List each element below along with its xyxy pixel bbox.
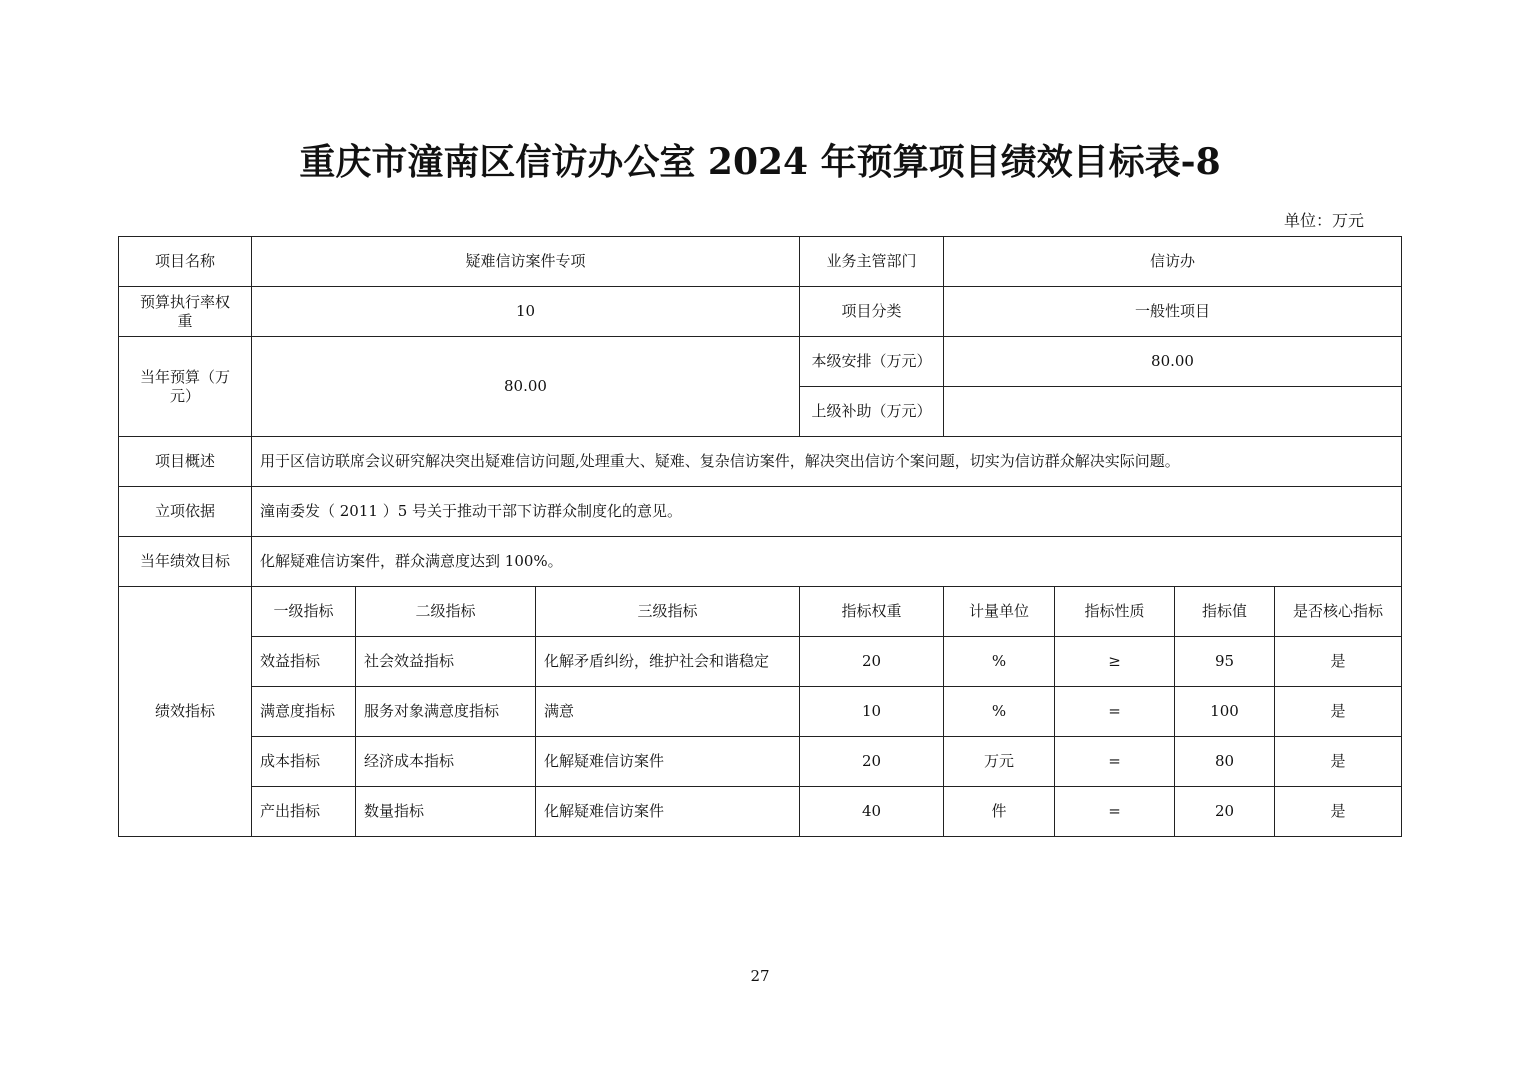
row-weight — [119, 287, 1402, 337]
label-goal: 当年绩效目标 — [119, 537, 252, 587]
header-cell: 是否核心指标 — [1275, 587, 1402, 637]
label-basis: 立项依据 — [119, 487, 252, 537]
indicator-level2: 经济成本指标 — [356, 737, 536, 787]
indicator-core: 是 — [1275, 787, 1402, 837]
header-cell: 三级指标 — [536, 587, 800, 637]
indicator-level3: 满意 — [536, 687, 800, 737]
indicator-weight: 10 — [800, 687, 944, 737]
indicator-level3: 化解疑难信访案件 — [536, 737, 800, 787]
header-cell: 二级指标 — [356, 587, 536, 637]
indicator-nature: = — [1055, 687, 1175, 737]
indicator-level1: 效益指标 — [252, 637, 356, 687]
value-project-name: 疑难信访案件专项 — [252, 237, 800, 287]
value-overview: 用于区信访联席会议研究解决突出疑难信访问题,处理重大、疑难、复杂信访案件，解决突出信访个案问题，切实为信访群众解决实际问题。 — [252, 437, 1402, 487]
page-number: 27 — [750, 967, 770, 985]
indicator-unit: % — [944, 637, 1055, 687]
indicator-value: 100 — [1175, 687, 1275, 737]
label-category: 项目分类 — [800, 287, 944, 337]
indicator-unit: 件 — [944, 787, 1055, 837]
performance-table — [118, 236, 1402, 837]
row-goal — [119, 537, 1402, 587]
label-weight: 预算执行率权重 — [119, 287, 252, 337]
value-category: 一般性项目 — [944, 287, 1402, 337]
indicator-value: 80 — [1175, 737, 1275, 787]
indicator-nature: = — [1055, 787, 1175, 837]
header-cell: 指标权重 — [800, 587, 944, 637]
value-local: 80.00 — [944, 337, 1402, 387]
indicator-weight: 20 — [800, 637, 944, 687]
indicator-row — [119, 687, 1402, 737]
unit-label: 单位：万元 — [1284, 211, 1365, 230]
indicator-weight: 20 — [800, 737, 944, 787]
label-budget: 当年预算（万元） — [119, 337, 252, 437]
indicator-value: 95 — [1175, 637, 1275, 687]
label-superior: 上级补助（万元） — [800, 387, 944, 437]
label-overview: 项目概述 — [119, 437, 252, 487]
value-superior — [944, 387, 1402, 437]
indicator-row — [119, 737, 1402, 787]
header-cell: 指标值 — [1175, 587, 1275, 637]
indicator-row — [119, 637, 1402, 687]
value-budget: 80.00 — [252, 337, 800, 437]
indicator-core: 是 — [1275, 737, 1402, 787]
indicator-value: 20 — [1175, 787, 1275, 837]
value-weight: 10 — [252, 287, 800, 337]
value-dept: 信访办 — [944, 237, 1402, 287]
indicator-level2: 服务对象满意度指标 — [356, 687, 536, 737]
header-cell: 一级指标 — [252, 587, 356, 637]
indicator-level3: 化解矛盾纠纷，维护社会和谐稳定 — [536, 637, 800, 687]
row-project-name — [119, 237, 1402, 287]
value-basis: 潼南委发（ 2011 ）5 号关于推动干部下访群众制度化的意见。 — [252, 487, 1402, 537]
indicator-level1: 满意度指标 — [252, 687, 356, 737]
indicator-nature: ≥ — [1055, 637, 1175, 687]
indicator-nature: = — [1055, 737, 1175, 787]
indicator-core: 是 — [1275, 687, 1402, 737]
label-project-name: 项目名称 — [119, 237, 252, 287]
indicator-header-row — [119, 587, 1402, 637]
label-dept: 业务主管部门 — [800, 237, 944, 287]
header-cell: 指标性质 — [1055, 587, 1175, 637]
indicator-core: 是 — [1275, 637, 1402, 687]
row-basis — [119, 487, 1402, 537]
indicator-level1: 成本指标 — [252, 737, 356, 787]
page-title: 重庆市潼南区信访办公室 2024 年预算项目绩效目标表-8 — [299, 141, 1221, 183]
indicator-level2: 数量指标 — [356, 787, 536, 837]
header-cell: 计量单位 — [944, 587, 1055, 637]
indicator-level3: 化解疑难信访案件 — [536, 787, 800, 837]
indicator-weight: 40 — [800, 787, 944, 837]
row-overview — [119, 437, 1402, 487]
indicator-unit: 万元 — [944, 737, 1055, 787]
value-goal: 化解疑难信访案件，群众满意度达到 100%。 — [252, 537, 1402, 587]
indicator-row — [119, 787, 1402, 837]
label-local: 本级安排（万元） — [800, 337, 944, 387]
indicator-unit: % — [944, 687, 1055, 737]
indicator-level2: 社会效益指标 — [356, 637, 536, 687]
indicator-level1: 产出指标 — [252, 787, 356, 837]
label-indicators: 绩效指标 — [119, 587, 252, 837]
row-budget — [119, 337, 1402, 387]
